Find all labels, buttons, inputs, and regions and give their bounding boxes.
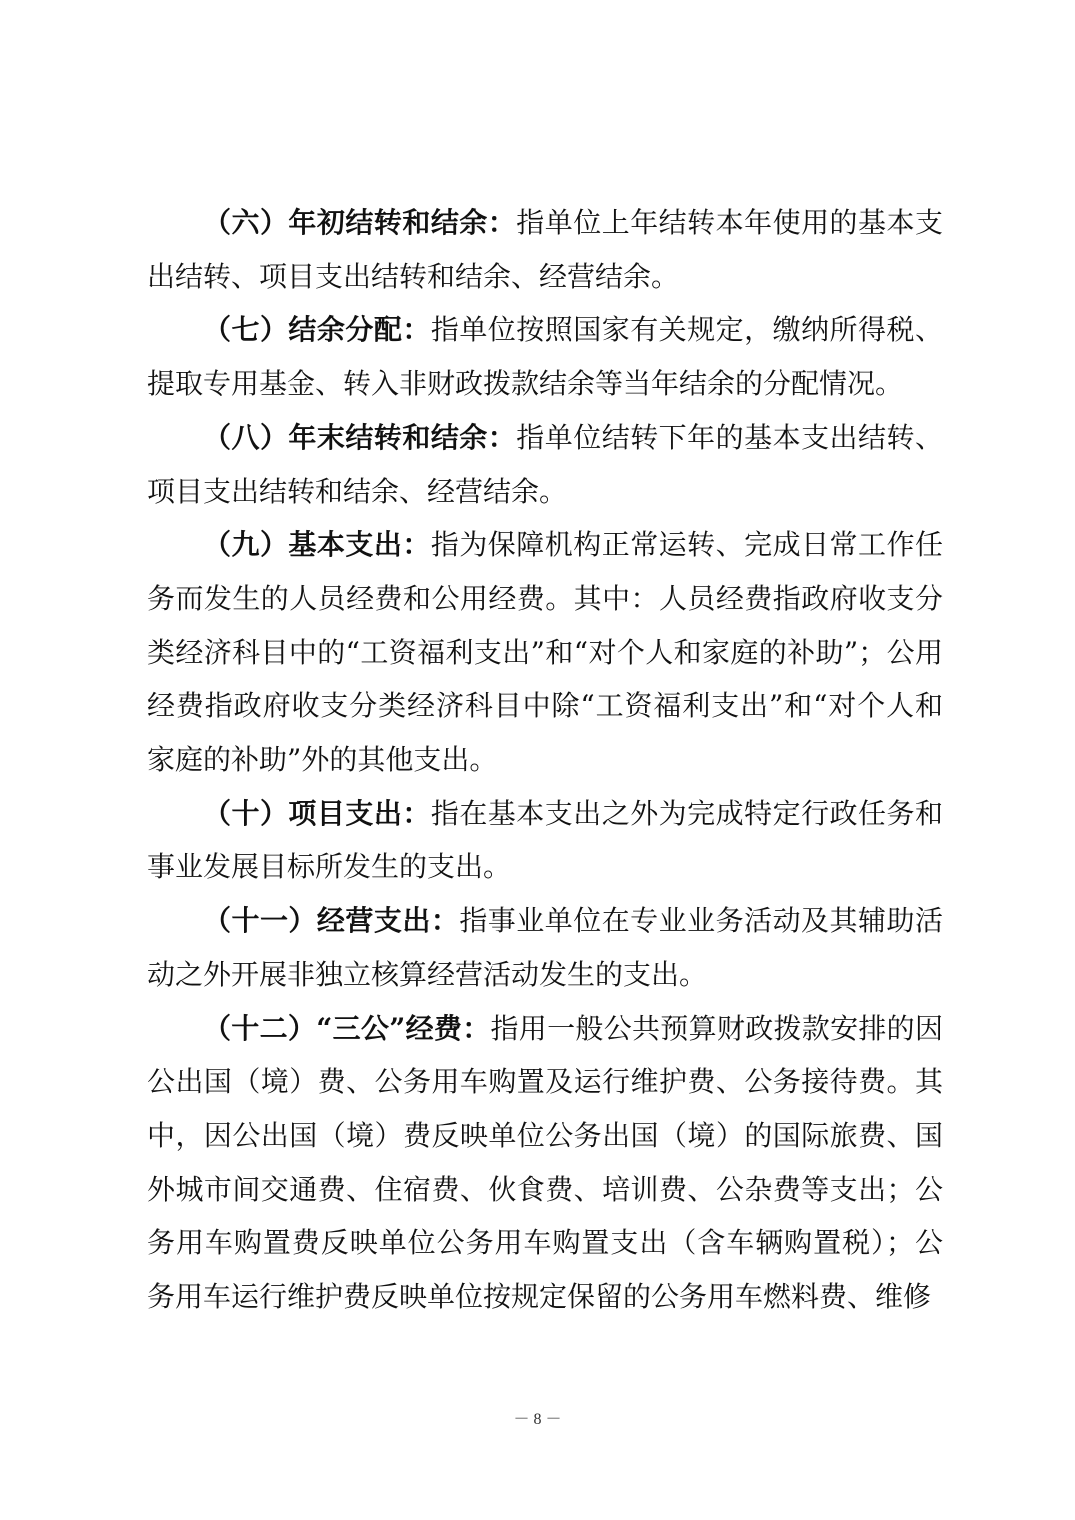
paragraph-three-public-expenses <box>147 1002 943 1324</box>
paragraph-annual-opening-balance <box>147 196 943 303</box>
paragraph-year-end-balance <box>147 411 943 518</box>
term-definition: 指单位上年结转本年使用的基本支出结转、项目支出结转和结余、经营结余。 <box>147 206 943 293</box>
term-definition: 指用一般公共预算财政拨款安排的因公出国（境）费、公务用车购置及运行维护费、公务接待费。其中，因公出国（境）费反映单位公务出国（境）的国际旅费、国外城市间交通费、住宿费、伙食费、培训费、公杂费等支出；公务用车购置费反映单位公务用车购置支出（含车辆购置税）；公务用车运行维护费反映单位按规定保留的公务用车燃料费、维修 <box>147 1011 943 1314</box>
term-heading: （八）年末结转和结余： <box>203 420 517 454</box>
term-heading: （十二）“三公”经费： <box>203 1011 491 1045</box>
paragraph-project-expenditure <box>147 787 943 894</box>
term-definition: 指在基本支出之外为完成特定行政任务和事业发展目标所发生的支出。 <box>147 796 943 884</box>
paragraph-surplus-distribution <box>147 303 943 410</box>
term-heading: （十）项目支出： <box>203 796 431 830</box>
term-heading: （六）年初结转和结余： <box>203 206 517 239</box>
term-definition: 指为保障机构正常运转、完成日常工作任务而发生的人员经费和公用经费。其中：人员经费指政府收支分类经济科目中的“工资福利支出”和“对个人和家庭的补助”；公用经费指政府收支分类经济科目中除“工资福利支出”和“对个人和家庭的补助”外的其他支出。 <box>147 528 943 777</box>
page-number: － 8 － <box>513 1411 562 1428</box>
term-heading: （九）基本支出： <box>203 528 431 562</box>
term-definition: 指单位结转下年的基本支出结转、项目支出结转和结余、经营结余。 <box>147 420 943 508</box>
term-heading: （七）结余分配： <box>203 313 431 347</box>
paragraph-operating-expenditure <box>147 894 943 1001</box>
term-definition: 指单位按照国家有关规定，缴纳所得税、提取专用基金、转入非财政拨款结余等当年结余的分配情况。 <box>147 313 943 401</box>
document-body <box>147 196 943 1324</box>
term-definition: 指事业单位在专业业务活动及其辅助活动之外开展非独立核算经营活动发生的支出。 <box>147 904 943 991</box>
paragraph-basic-expenditure <box>147 518 943 787</box>
term-heading: （十一）经营支出： <box>203 904 460 938</box>
